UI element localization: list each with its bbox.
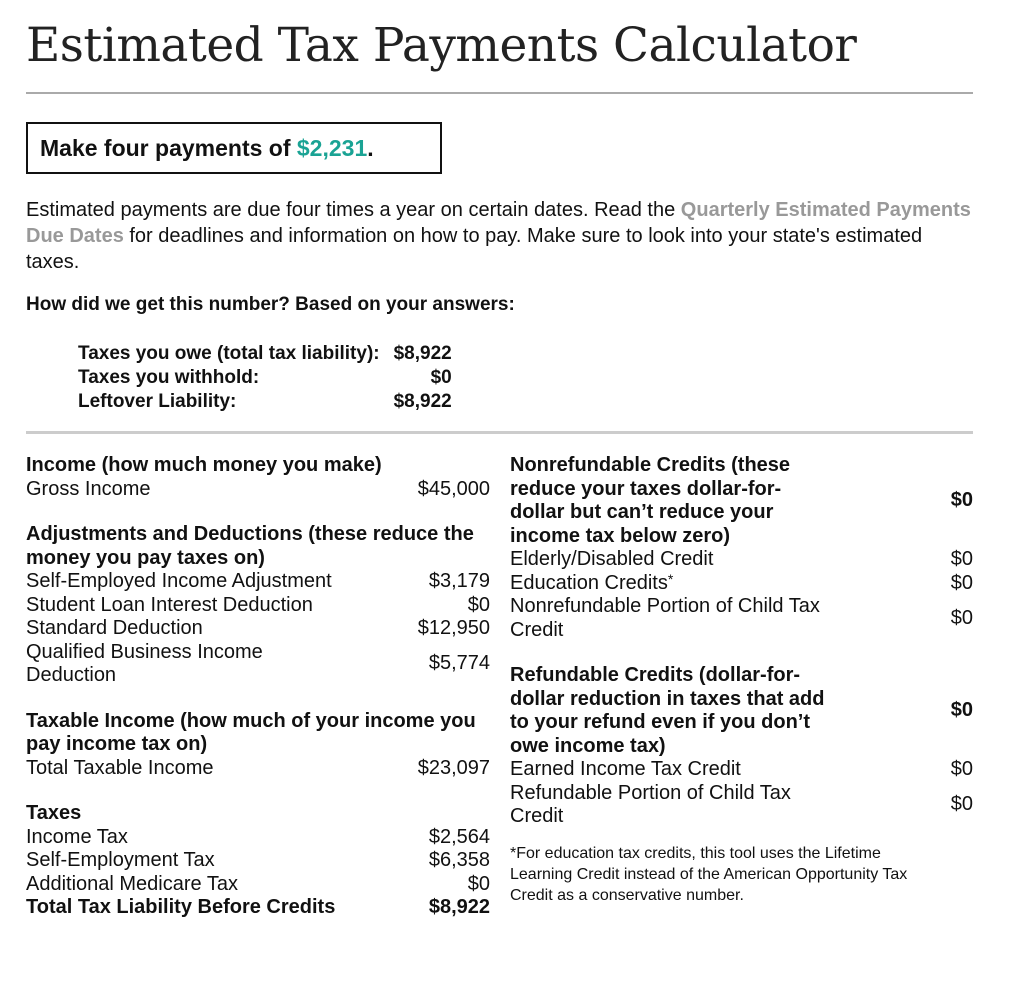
table-row: [26, 594, 490, 618]
table-row: [510, 454, 973, 548]
row-label: Total Taxable Income: [26, 756, 214, 779]
section-heading: Nonrefundable Credits (these reduce your taxes dollar-for-dollar but can’t reduce your income tax below zero): [510, 454, 791, 547]
table-row: [26, 757, 490, 781]
row-label: Earned Income Tax Credit: [510, 758, 741, 780]
summary-value: $0: [430, 367, 452, 388]
row-label: Standard Deduction: [26, 617, 203, 639]
row-value: $0: [950, 606, 973, 629]
table-row: [510, 782, 973, 829]
intro-text: Estimated payments are due four times a year on certain dates. Read the: [26, 199, 681, 221]
row-label: Refundable Portion of Child Tax Credit: [510, 781, 791, 827]
due-dates-link[interactable]: Quarterly Estimated Payments Due Dates: [26, 199, 971, 247]
table-row: [26, 896, 490, 920]
callout-text: Make four payments of: [40, 135, 297, 161]
credits-breakdown: [510, 454, 973, 906]
summary-value: $8,922: [393, 343, 452, 364]
summary-row: [78, 390, 452, 414]
row-label: Total Tax Liability Before Credits: [26, 896, 336, 918]
section-heading: Adjustments and Deductions (these reduce the money you pay taxes on): [26, 523, 474, 569]
explanation-heading: How did we get this number? Based on your answers:: [26, 294, 515, 315]
callout-suffix: .: [367, 135, 374, 161]
row-label: Qualified Business Income Deduction: [26, 640, 263, 686]
summary-label: Taxes you owe (total tax liability):: [78, 343, 380, 364]
row-label: Nonrefundable Portion of Child Tax Credit: [510, 595, 820, 641]
payment-amount: $2,231: [296, 135, 368, 161]
divider: [26, 431, 973, 434]
row-value: $0: [950, 699, 973, 722]
table-row: [510, 548, 973, 572]
section-heading: Taxable Income (how much of your income you pay income tax on): [26, 709, 476, 755]
footnote: *For education tax credits, this tool uses the Lifetime Learning Credit instead of the American Opportunity Tax Credit as a conservative number.: [510, 844, 908, 904]
table-row: [510, 595, 973, 642]
intro-text-after: for deadlines and information on how to pay. Make sure to look into your state's estimated taxes.: [26, 225, 923, 273]
divider: [26, 92, 973, 94]
footnote-marker: *: [667, 570, 674, 587]
row-value: $0: [950, 548, 973, 570]
table-row: [26, 617, 490, 641]
section-heading: Taxes: [26, 802, 82, 824]
row-value: $0: [950, 793, 973, 816]
section-heading: Income (how much money you make): [26, 454, 382, 476]
summary-value: $8,922: [393, 391, 452, 412]
summary-row: [78, 366, 452, 390]
income-breakdown: [26, 454, 490, 920]
row-value: $5,774: [428, 652, 490, 675]
row-value: $12,950: [417, 617, 490, 639]
table-row: [26, 641, 490, 688]
summary-label: Taxes you withhold:: [78, 367, 260, 388]
row-label: Education Credits: [510, 571, 668, 594]
row-label: Gross Income: [26, 477, 151, 500]
row-value: $0: [467, 593, 490, 616]
intro-paragraph: [26, 197, 976, 275]
row-label: Additional Medicare Tax: [26, 872, 238, 895]
row-value: $8,922: [428, 896, 490, 918]
page-title: Estimated Tax Payments Calculator: [26, 18, 857, 73]
section-heading: Refundable Credits (dollar-for-dollar reduction in taxes that add to your refund even if you don’t owe income tax): [510, 664, 825, 757]
row-value: $6,358: [428, 849, 490, 871]
row-value: $3,179: [428, 570, 490, 592]
table-row: [510, 572, 973, 596]
table-row: [26, 826, 490, 850]
row-value: $0: [950, 571, 973, 594]
row-label: Income Tax: [26, 825, 128, 848]
payment-callout: [26, 122, 442, 174]
table-row: [26, 478, 490, 502]
liability-summary: [78, 342, 452, 414]
table-row: [510, 758, 973, 782]
table-row: [26, 570, 490, 594]
row-label: Elderly/Disabled Credit: [510, 548, 714, 570]
row-label: Self-Employment Tax: [26, 849, 215, 871]
row-value: $23,097: [417, 756, 490, 779]
summary-label: Leftover Liability:: [78, 391, 237, 412]
row-value: $0: [950, 489, 973, 512]
summary-row: [78, 342, 452, 366]
row-label: Self-Employed Income Adjustment: [26, 570, 332, 592]
row-value: $45,000: [417, 477, 490, 500]
table-row: [26, 873, 490, 897]
table-row: [510, 664, 973, 758]
row-value: $0: [467, 872, 490, 895]
table-row: [26, 849, 490, 873]
row-value: $0: [950, 758, 973, 780]
row-value: $2,564: [428, 825, 490, 848]
row-label: Student Loan Interest Deduction: [26, 593, 313, 616]
